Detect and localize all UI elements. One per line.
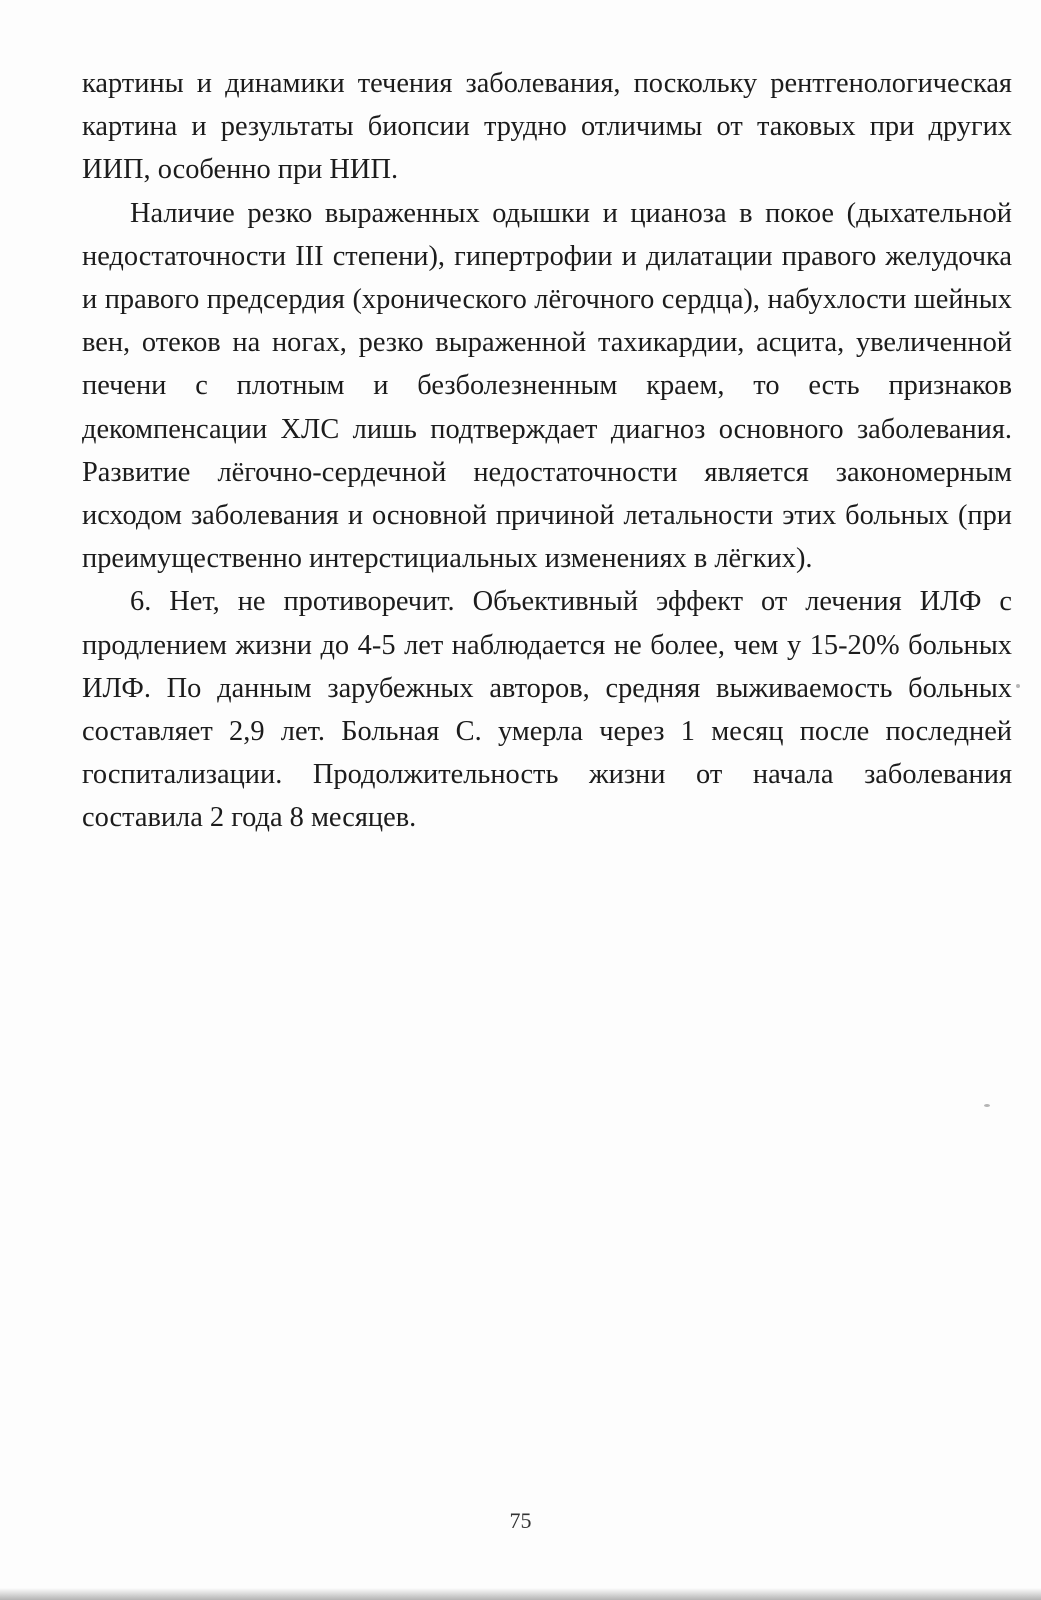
- paragraph-3: 6. Нет, не противоречит. Объективный эффект от лечения ИЛФ с продлением жизни до 4-5 лет наблюдается не более, чем у 15-20% больных ИЛФ. По данным зарубежных авторов, средняя выживаемость больных составляет 2,9 лет. Больная С. умерла через 1 месяц после последней госпитализации. Продолжительность жизни от начала заболевания составила 2 года 8 месяцев.: [82, 586, 1012, 834]
- paragraph-1: картины и динамики течения заболевания, поскольку рентгенологическая картина и результаты биопсии трудно отличимы от таковых при других ИИП, особенно при НИП.: [82, 68, 1012, 186]
- scan-speck: [984, 1104, 990, 1107]
- scan-speck: [1016, 684, 1020, 688]
- page-number: 75: [509, 1508, 532, 1533]
- paragraph-2: Наличие резко выраженных одышки и цианоза в покое (дыхательной недостаточности III степени), гипертрофии и дилатации правого желудочка и правого предсердия (хронического лёгочного сердца), набухлости шейных вен, отеков на ногах, резко выраженной тахикардии, асцита, увеличенной печени с плотным и безболезненным краем, то есть признаков декомпенсации ХЛС лишь подтверждает диагноз основного заболевания. Развитие лёгочно-сердечной недостаточности является закономерным исходом заболевания и основной причиной летальности этих больных (при преимущественно интерстициальных изменениях в лёгких).: [82, 197, 1012, 575]
- body-text: [82, 62, 1012, 840]
- scan-edge-shadow: [0, 1588, 1041, 1600]
